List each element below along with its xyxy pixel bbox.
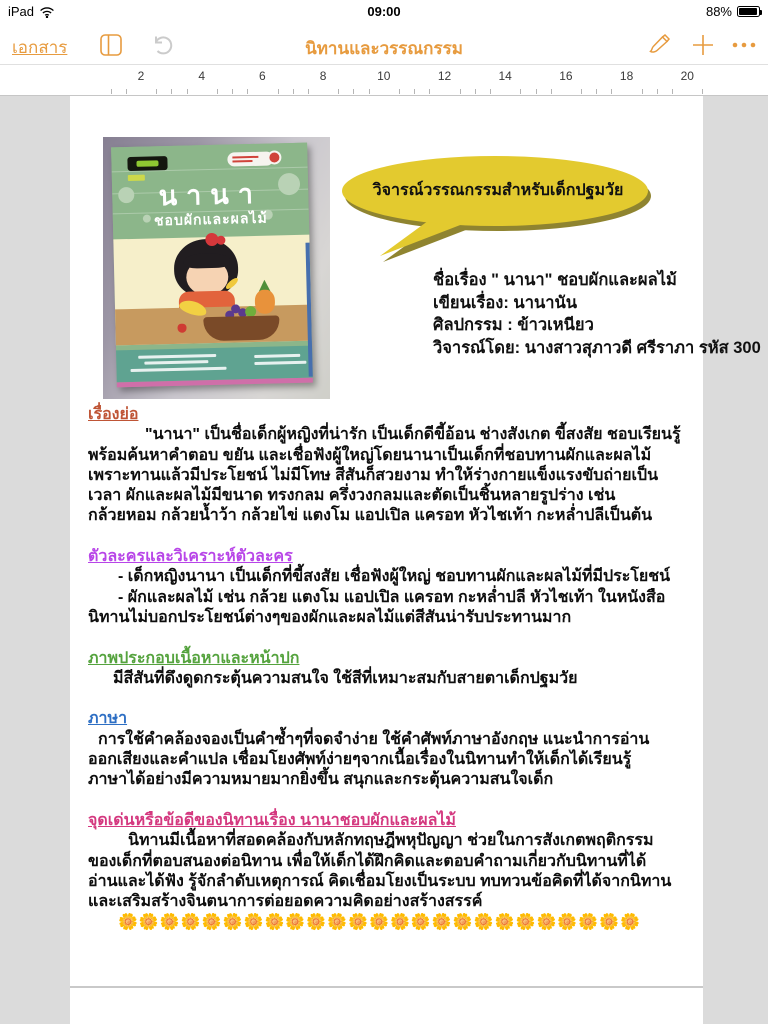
ruler-tick bbox=[111, 89, 112, 94]
ruler-number: 16 bbox=[559, 69, 573, 83]
ruler-tick bbox=[217, 89, 218, 94]
table-illustration bbox=[115, 305, 312, 346]
book-info-line: วิจารณ์โดย: นางสาวสุภาวดี ศรีราภา รหัส 300 bbox=[433, 338, 761, 357]
battery-percent: 88% bbox=[705, 4, 732, 19]
section-line: ออกเสียงและคำแปล เชื่อมโยงศัพท์ง่ายๆจากเนื้อเรื่องในนิทานทำให้เด็กได้เรียนรู้ bbox=[88, 751, 632, 769]
section-spacer bbox=[88, 527, 688, 547]
ruler-tick bbox=[187, 89, 188, 94]
review-sections[interactable] bbox=[88, 405, 688, 934]
ruler-tick bbox=[369, 89, 370, 94]
section-line: เพราะทานแล้วมีประโยชน์ ไม่มีโทษ สีสันก็สวยงาม ทำให้ร่างกายแข็งแรงขับถ่ายเป็น bbox=[88, 466, 659, 484]
section-heading: ตัวละครและวิเคราะห์ตัวละคร bbox=[88, 548, 293, 566]
book-title: นานา bbox=[158, 178, 263, 212]
section-spacer bbox=[88, 689, 688, 709]
ruler-number: 4 bbox=[198, 69, 206, 83]
section-line: ภาษาได้อย่างมีความหมายมากยิ่งขึ้น สนุกและกระตุ้นความสนใจเด็ก bbox=[88, 771, 554, 789]
ruler-tick bbox=[702, 89, 703, 94]
section-line: - เด็กหญิงนานา เป็นเด็กที่ขี้สงสัย เชื่อฟังผู้ใหญ่ ชอบทานผักและผลไม้ที่มีประโยชน์ bbox=[118, 568, 671, 586]
ruler-tick bbox=[536, 89, 537, 94]
section-line: และเสริมสร้างจินตนาการต่อยอดความคิดอย่างสร้างสรรค์ bbox=[88, 893, 483, 911]
section-line: กล้วยหอม กล้วยน้ำว้า กล้วยไข่ แตงโม แอปเปิล แครอท หัวไชเท้า กะหล่ำปลีเป็นต้น bbox=[88, 507, 653, 525]
ruler-tick bbox=[399, 89, 400, 94]
section-line: มีสีสันที่ดึงดูดกระตุ้นความสนใจ ใช้สีที่เหมาะสมกับสายตาเด็กปฐมวัย bbox=[113, 669, 578, 687]
ruler-number: 6 bbox=[259, 69, 266, 83]
document-title[interactable]: นิทานและวรรณกรรม bbox=[305, 39, 463, 58]
section-line: พร้อมค้นหาคำตอบ ขยัน และเชื่อฟังผู้ใหญ่โดยนานาเป็นเด็กที่ชอบทานผักและผลไม้ bbox=[88, 446, 652, 464]
status-bar bbox=[0, 0, 768, 24]
ruler-tick bbox=[490, 89, 491, 94]
book-info-line: เขียนเรื่อง: นานานัน bbox=[433, 293, 578, 312]
section-line: ของเด็กที่ตอบสนองต่อนิทาน เพื่อให้เด็กได้ฝึกคิดและตอบคำถามเกี่ยวกับนิทานที่ได้ bbox=[88, 852, 647, 870]
book-cover-photo[interactable] bbox=[103, 137, 330, 399]
section-heading: ภาษา bbox=[88, 710, 128, 728]
ruler-number: 14 bbox=[498, 69, 512, 83]
ruler-tick bbox=[475, 89, 476, 94]
section-line: "นานา" เป็นชื่อเด็กผู้หญิงที่น่ารัก เป็นเด็กดีขี้อ้อน ช่างสังเกต ขี้สงสัย ชอบเรียนรู้ bbox=[145, 426, 681, 444]
section-line: นิทานมีเนื้อหาที่สอดคล้องกับหลักทฤษฎีพหุปัญญา ช่วยในการสังเกตพฤติกรรม bbox=[128, 832, 654, 850]
ruler-tick bbox=[520, 89, 521, 94]
book-info-line: ชื่อเรื่อง " นานา" ชอบผักและผลไม้ bbox=[433, 271, 677, 289]
ruler-tick bbox=[126, 89, 127, 94]
page-1[interactable] bbox=[70, 96, 761, 986]
documents-back-button[interactable]: เอกสาร bbox=[12, 38, 68, 57]
section-heading: จุดเด่นหรือข้อดีของนิทานเรื่อง นานาชอบผักและผลไม้ bbox=[88, 811, 456, 829]
ellipsis-icon[interactable] bbox=[730, 32, 758, 58]
section-line: เวลา ผักและผลไม้มีขนาด ทรงกลม ครึ่งวงกลมและตัดเป็นชิ้นหลายรูปร่าง เช่น bbox=[88, 487, 616, 505]
ruler-tick bbox=[611, 89, 612, 94]
ruler-tick bbox=[642, 89, 643, 94]
ruler-number: 10 bbox=[377, 69, 391, 83]
document-canvas bbox=[0, 96, 768, 1024]
award-badge bbox=[227, 151, 273, 166]
book-info-line: ศิลปกรรม : ข้าวเหนียว bbox=[433, 316, 594, 334]
section-line: การใช้คำคล้องจองเป็นคำซ้ำๆที่จดจำง่าย ใช้คำศัพท์ภาษาอังกฤษ แนะนำการอ่าน bbox=[98, 730, 650, 748]
book-info-block[interactable] bbox=[433, 269, 761, 359]
bubble-text: วิจารณ์วรรณกรรมสำหรับเด็กปฐมวัย bbox=[372, 182, 624, 199]
section-spacer bbox=[88, 791, 688, 811]
ruler-tick bbox=[156, 89, 157, 94]
section-line: - ผักและผลไม้ เช่น กล้วย แตงโม แอปเปิล แครอท กะหล่ำปลี หัวไชเท้า ในหนังสือ bbox=[118, 588, 666, 606]
ruler-tick bbox=[414, 89, 415, 94]
book-cover bbox=[111, 143, 313, 388]
ruler-tick bbox=[551, 89, 552, 94]
ruler-number: 12 bbox=[437, 69, 452, 83]
ruler-tick bbox=[429, 89, 430, 94]
ruler-tick bbox=[672, 89, 673, 94]
section-line: นิทานไม่บอกประโยชน์ต่างๆของผักและผลไม้แต่สีสันน่ารับประทานมาก bbox=[88, 608, 572, 626]
ruler-tick bbox=[247, 89, 248, 94]
ruler-tick bbox=[278, 89, 279, 94]
ruler-tick bbox=[232, 89, 233, 94]
ruler bbox=[0, 64, 768, 96]
book-subtitle: ชอบผักและผลไม้ bbox=[153, 209, 268, 229]
ruler-tick bbox=[293, 89, 294, 94]
ruler-tick bbox=[338, 89, 339, 94]
ruler-tick bbox=[657, 89, 658, 94]
ruler-number: 2 bbox=[137, 69, 145, 83]
section-heading: ภาพประกอบเนื้อหาและหน้าปก bbox=[88, 649, 300, 667]
section-heading: เรื่องย่อ bbox=[88, 406, 139, 423]
section-spacer bbox=[88, 628, 688, 648]
speech-bubble[interactable] bbox=[332, 154, 662, 269]
ruler-tick bbox=[460, 89, 461, 94]
toolbar bbox=[0, 24, 768, 64]
book-cover-header bbox=[111, 143, 309, 240]
publisher-logo bbox=[127, 156, 167, 171]
ruler-tick bbox=[308, 89, 309, 94]
ruler-tick bbox=[171, 89, 172, 94]
ruler-tick bbox=[353, 89, 354, 94]
ruler-number: 18 bbox=[619, 69, 634, 83]
plus-icon[interactable] bbox=[690, 32, 716, 58]
battery-icon bbox=[737, 6, 760, 17]
device-label: iPad bbox=[8, 4, 35, 19]
section-line: อ่านและได้ฟัง รู้จักลำดับเหตุการณ์ คิดเชื่อมโยงเป็นระบบ ทบทวนข้อคิดที่ได้จากนิทาน bbox=[88, 872, 672, 890]
ruler-number: 8 bbox=[319, 69, 327, 83]
book-cover-credits bbox=[116, 346, 313, 383]
ruler-number: 20 bbox=[680, 69, 694, 83]
flower-emoji-row: 🌼🌼🌼🌼🌼🌼🌼🌼🌼🌼🌼🌼🌼🌼🌼🌼🌼🌼🌼🌼🌼🌼🌼🌼🌼 bbox=[118, 914, 642, 932]
ruler-tick bbox=[596, 89, 597, 94]
paintbrush-icon[interactable] bbox=[646, 32, 672, 58]
clock: 09:00 bbox=[367, 4, 401, 19]
page-2[interactable] bbox=[70, 988, 703, 1024]
book-cover-illustration bbox=[113, 235, 312, 346]
ruler-tick bbox=[581, 89, 582, 94]
